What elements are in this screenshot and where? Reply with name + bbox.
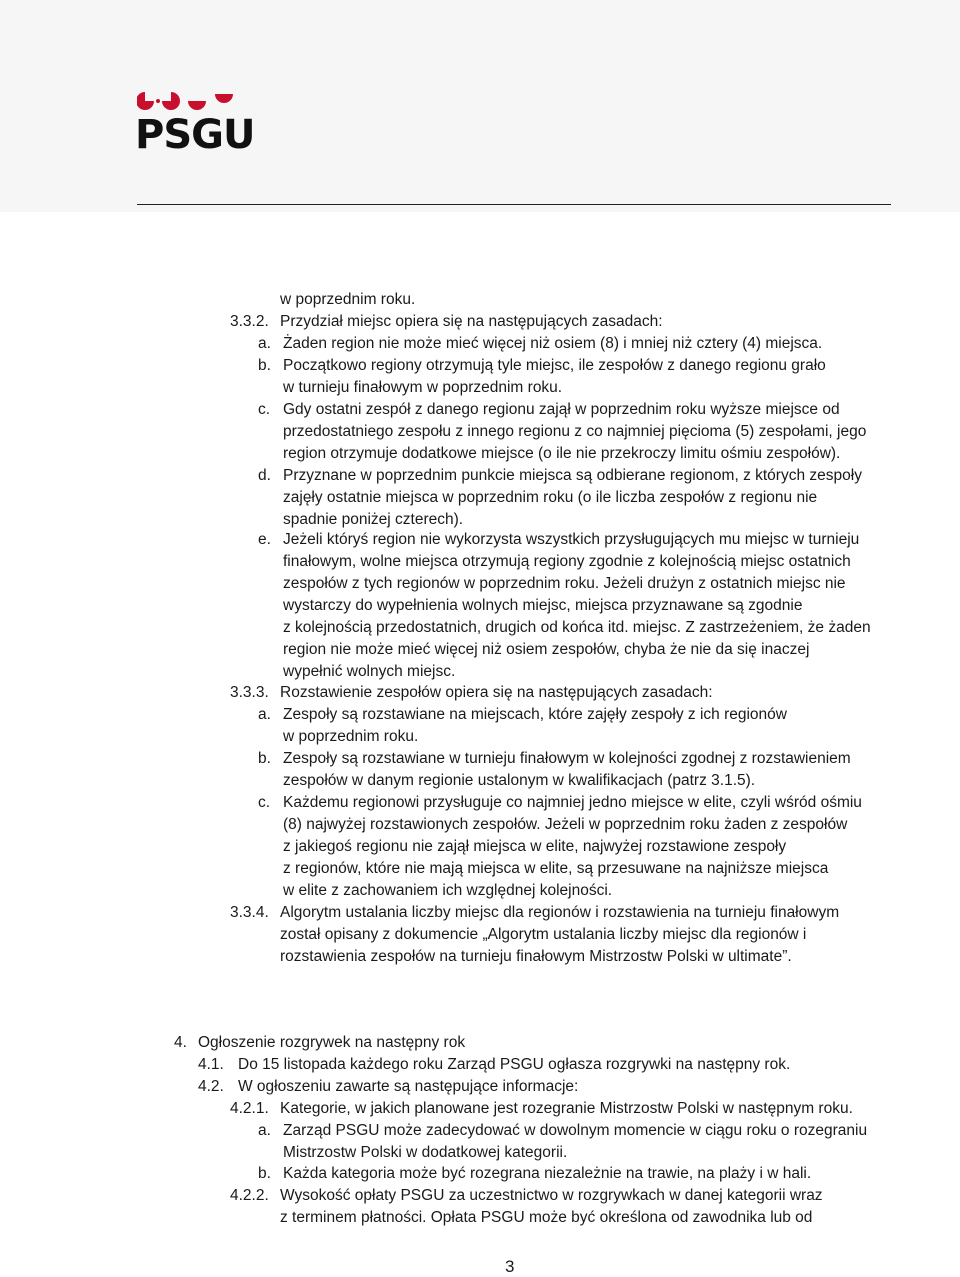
clause-text: Ogłoszenie rozgrywek na następny rok <box>198 1034 466 1051</box>
clause-number: 4.2.2. <box>230 1187 269 1204</box>
clause-text: przedostatniego zespołu z innego regionu z co najmniej pięcioma (5) zespołami, jego <box>283 423 867 440</box>
clause-text: w poprzednim roku. <box>283 728 419 745</box>
clause-text: Żaden region nie może mieć więcej niż osiem (8) i mniej niż cztery (4) miejsca. <box>283 335 823 352</box>
clause-number: 4. <box>174 1034 187 1051</box>
clause-text: w poprzednim roku. <box>280 291 416 308</box>
clause-text: wypełnić wolnych miejsc. <box>283 663 456 680</box>
clause-text: Jeżeli któryś region nie wykorzysta wszystkich przysługujących mu miejsc w turnieju <box>283 531 860 548</box>
clause-text: rozstawienia zespołów na turnieju finałowym Mistrzostw Polski w ultimate”. <box>280 948 792 965</box>
clause-text: Mistrzostw Polski w dodatkowej kategorii. <box>283 1144 568 1161</box>
clause-text: został opisany z dokumencie „Algorytm ustalania liczby miejsc dla regionów i <box>280 926 807 943</box>
clause-number: e. <box>258 531 271 548</box>
clause-text: Algorytm ustalania liczby miejsc dla regionów i rozstawienia na turnieju finałowym <box>280 904 840 921</box>
clause-number: 3.3.4. <box>230 904 269 921</box>
clause-text: w elite z zachowaniem ich względnej kolejności. <box>283 882 613 899</box>
clause-text: z terminem płatności. Opłata PSGU może być określona od zawodnika lub od <box>280 1209 813 1226</box>
clause-text: finałowym, wolne miejsca otrzymują regiony zgodnie z kolejnością miejsc ostatnich <box>283 553 851 570</box>
clause-text: Zespoły są rozstawiane na miejscach, które zajęły zespoły z ich regionów <box>283 706 787 723</box>
clause-number: 4.1. <box>198 1056 224 1073</box>
logo-marks-icon <box>137 91 241 111</box>
clause-number: a. <box>258 335 271 352</box>
clause-text: region nie może mieć więcej niż osiem zespołów, chyba że nie da się inaczej <box>283 641 810 658</box>
clause-number: b. <box>258 750 271 767</box>
clause-number: 4.2. <box>198 1078 224 1095</box>
clause-text: z jakiegoś regionu nie zajął miejsca w elite, najwyżej rozstawione zespoły <box>283 838 787 855</box>
clause-text: Wysokość opłaty PSGU za uczestnictwo w rozgrywkach w danej kategorii wraz <box>280 1187 823 1204</box>
clause-number: b. <box>258 357 271 374</box>
clause-text: Gdy ostatni zespół z danego regionu zajął w poprzednim roku wyższe miejsce od <box>283 401 840 418</box>
page-header <box>0 0 960 212</box>
clause-text: Zespoły są rozstawiane w turnieju finałowym w kolejności zgodnej z rozstawieniem <box>283 750 851 767</box>
clause-text: wystarczy do wypełnienia wolnych miejsc, miejsca przyznawane są zgodnie <box>283 597 803 614</box>
clause-text: w turnieju finałowym w poprzednim roku. <box>283 379 563 396</box>
clause-text: zajęły ostatnie miejsca w poprzednim roku (o ile liczba zespołów z regionu nie <box>283 489 818 506</box>
clause-number: a. <box>258 706 271 723</box>
clause-number: a. <box>258 1122 271 1139</box>
clause-number: c. <box>258 401 271 418</box>
logo-text: PSGU <box>135 112 255 158</box>
clause-number: 4.2.1. <box>230 1100 269 1117</box>
clause-text: zespołów w danym regionie ustalonym w kwalifikacjach (patrz 3.1.5). <box>283 772 756 789</box>
clause-number: b. <box>258 1165 271 1182</box>
clause-number: d. <box>258 467 271 484</box>
clause-text: Do 15 listopada każdego roku Zarząd PSGU ogłasza rozgrywki na następny rok. <box>238 1056 791 1073</box>
clause-text: region otrzymuje dodatkowe miejsce (o ile nie przekroczy limitu ośmiu zespołów). <box>283 445 841 462</box>
clause-text: Rozstawienie zespołów opiera się na następujących zasadach: <box>280 684 713 701</box>
clause-number: c. <box>258 794 271 811</box>
clause-text: zespołów z tych regionów w poprzednim roku. Jeżeli drużyn z ostatnich miejsc nie <box>283 575 846 592</box>
header-divider <box>137 204 891 205</box>
clause-text: Każda kategoria może być rozegrana niezależnie na trawie, na plaży i w hali. <box>283 1165 812 1182</box>
clause-number: 3.3.3. <box>230 684 269 701</box>
clause-text: z regionów, które nie mają miejsca w elite, są przesuwane na najniższe miejsca <box>283 860 829 877</box>
clause-text: Przydział miejsc opiera się na następujących zasadach: <box>280 313 663 330</box>
clause-text: (8) najwyżej rozstawionych zespołów. Jeżeli w poprzednim roku żaden z zespołów <box>283 816 848 833</box>
clause-text: W ogłoszeniu zawarte są następujące informacje: <box>238 1078 579 1095</box>
page-number: 3 <box>505 1257 515 1276</box>
clause-text: Każdemu regionowi przysługuje co najmniej jedno miejsce w elite, czyli wśród ośmiu <box>283 794 862 811</box>
clause-text: Kategorie, w jakich planowane jest rozegranie Mistrzostw Polski w następnym roku. <box>280 1100 853 1117</box>
clause-text: Zarząd PSGU może zadecydować w dowolnym momencie w ciągu roku o rozegraniu <box>283 1122 868 1139</box>
clause-text: spadnie poniżej czterech). <box>283 511 464 528</box>
clause-text: Początkowo regiony otrzymują tyle miejsc, ile zespołów z danego regionu grało <box>283 357 826 374</box>
clause-number: 3.3.2. <box>230 313 269 330</box>
clause-text: z kolejnością przedostatnich, drugich od końca itd. miejsc. Z zastrzeżeniem, że żaden <box>283 619 871 636</box>
clause-text: Przyznane w poprzednim punkcie miejsca są odbierane regionom, z których zespoły <box>283 467 862 484</box>
